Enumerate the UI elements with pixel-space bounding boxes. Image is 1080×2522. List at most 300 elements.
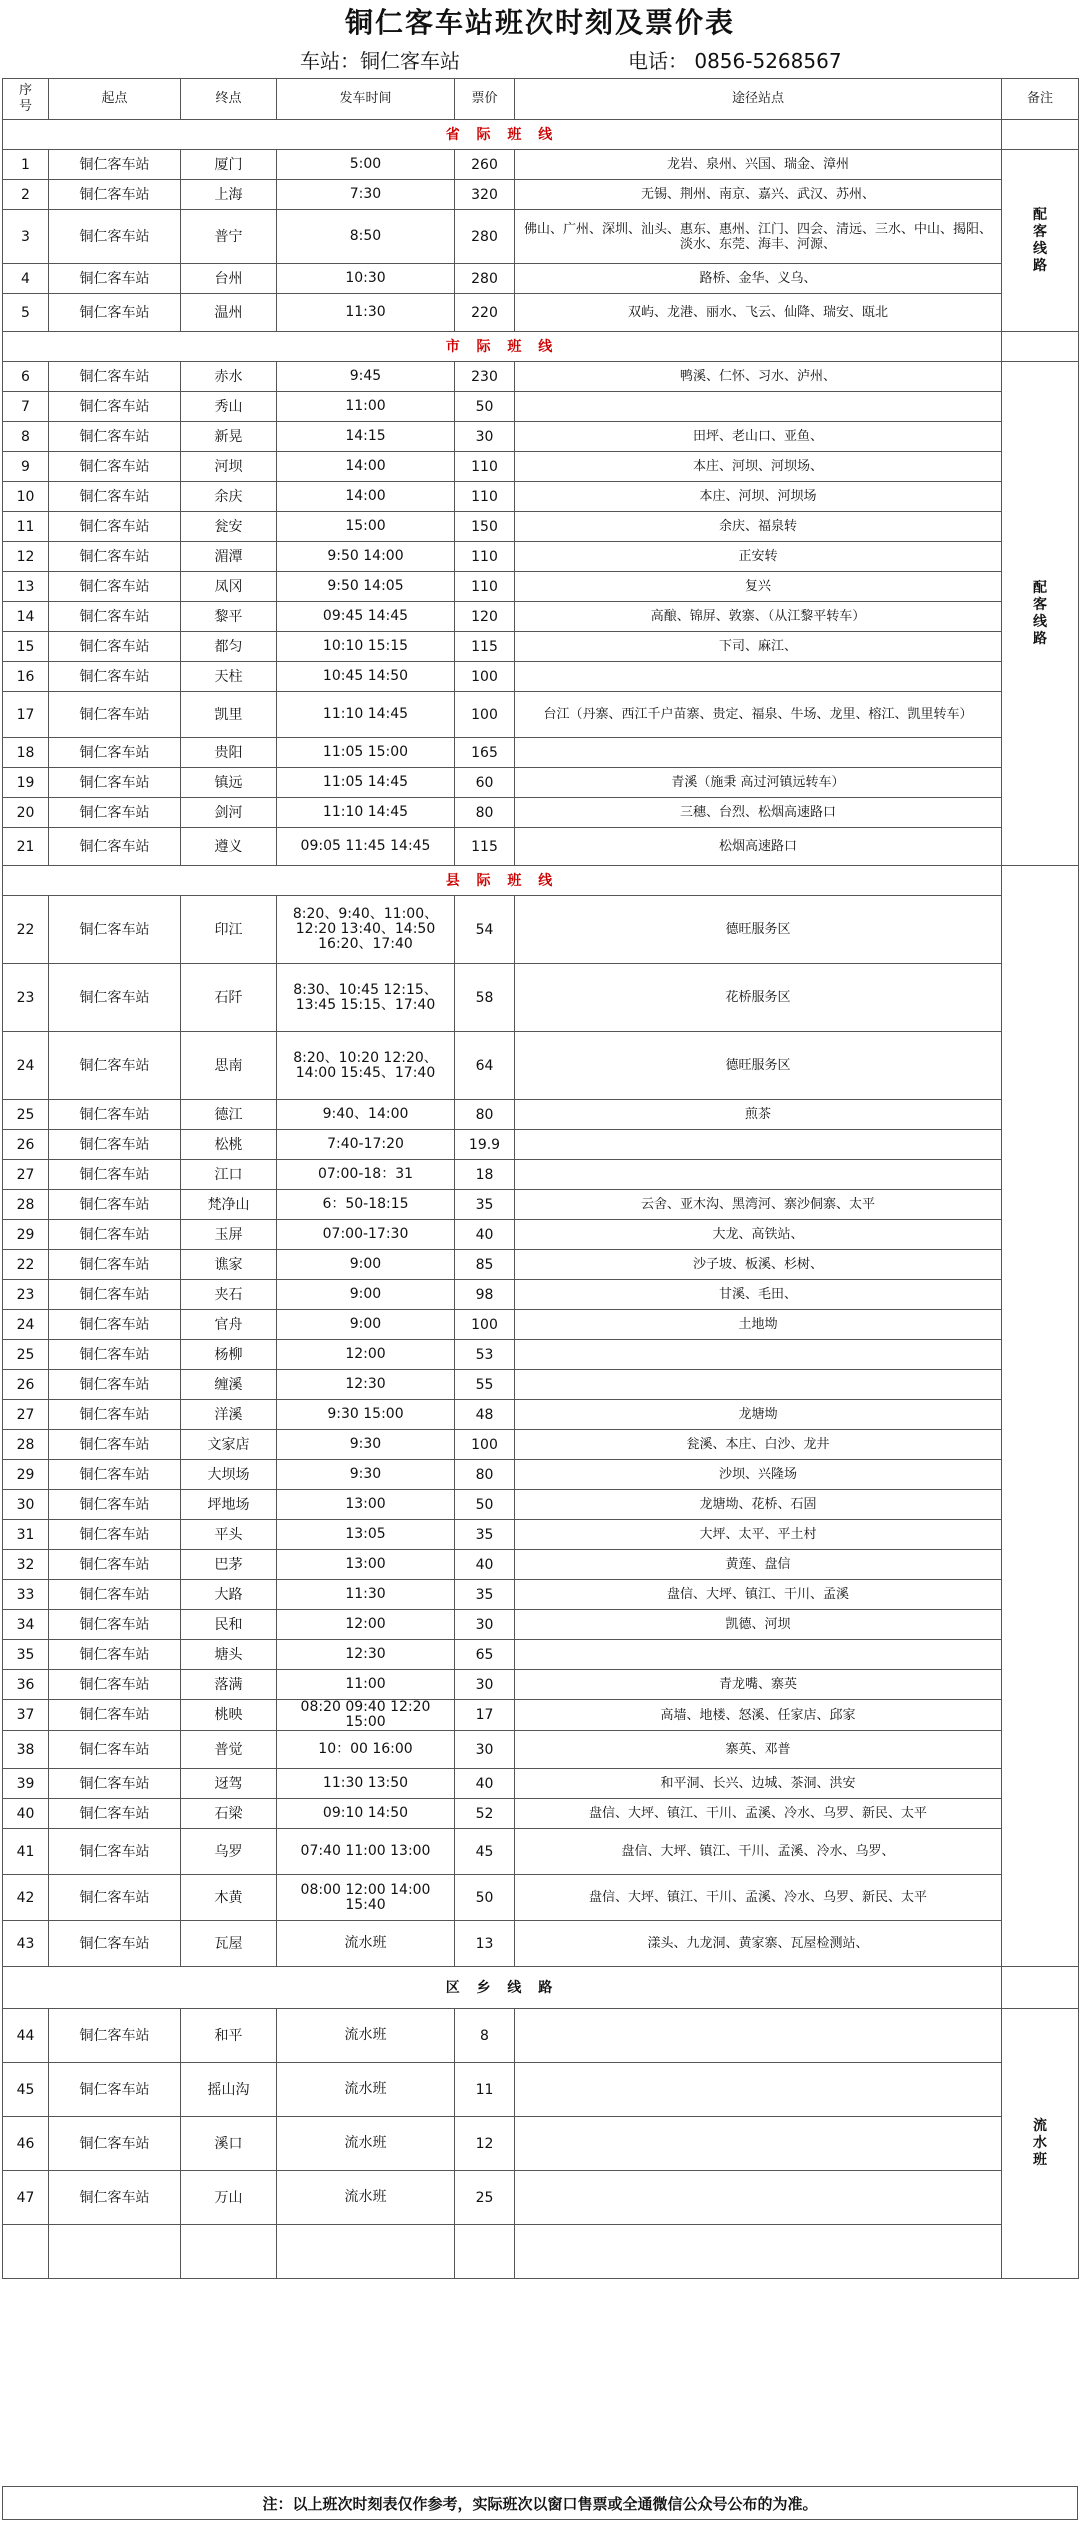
row-dest: 坪地场 [181,1490,277,1520]
row-route: 高酿、锦屏、敦寨、（从江黎平转车） [515,602,1002,632]
row-no: 18 [3,738,49,768]
header-time: 发车时间 [277,79,455,120]
header-no: 序号 [3,79,49,120]
row-origin: 铜仁客车站 [49,828,181,866]
table-row [3,1769,1079,1799]
row-origin: 铜仁客车站 [49,392,181,422]
row-route: 本庄、河坝、河坝场、 [515,452,1002,482]
row-dest: 木黄 [181,1875,277,1921]
row-dest: 厦门 [181,150,277,180]
row-no [3,2225,49,2279]
row-no: 24 [3,1310,49,1340]
row-route [515,1340,1002,1370]
row-route: 双屿、龙港、丽水、飞云、仙降、瑞安、瓯北 [515,294,1002,332]
row-origin: 铜仁客车站 [49,1220,181,1250]
row-route [515,738,1002,768]
row-origin: 铜仁客车站 [49,482,181,512]
row-no: 29 [3,1460,49,1490]
row-price: 25 [455,2171,515,2225]
row-route: 甘溪、毛田、 [515,1280,1002,1310]
row-origin: 铜仁客车站 [49,452,181,482]
timetable [2,78,1079,2279]
table-row [3,1100,1079,1130]
row-time: 13:00 [277,1490,455,1520]
row-origin: 铜仁客车站 [49,1829,181,1875]
row-route [515,392,1002,422]
row-no: 31 [3,1520,49,1550]
row-origin: 铜仁客车站 [49,1490,181,1520]
row-time: 流水班 [277,2063,455,2117]
row-time: 流水班 [277,2117,455,2171]
row-origin: 铜仁客车站 [49,1280,181,1310]
table-row [3,294,1079,332]
row-no: 20 [3,798,49,828]
row-time: 11:30 [277,294,455,332]
row-no: 9 [3,452,49,482]
row-dest: 夹石 [181,1280,277,1310]
row-route [515,2009,1002,2063]
note-cell [1002,120,1079,150]
row-route: 龙塘坳、花桥、石固 [515,1490,1002,1520]
row-route: 鸭溪、仁怀、习水、泸州、 [515,362,1002,392]
row-no: 15 [3,632,49,662]
row-dest: 遵义 [181,828,277,866]
table-row [3,210,1079,264]
row-price: 65 [455,1640,515,1670]
row-price: 54 [455,896,515,964]
table-row [3,1550,1079,1580]
row-no: 1 [3,150,49,180]
row-origin: 铜仁客车站 [49,896,181,964]
row-price: 220 [455,294,515,332]
row-time: 流水班 [277,2009,455,2063]
row-dest: 迓驾 [181,1769,277,1799]
row-dest: 万山 [181,2171,277,2225]
row-no: 24 [3,1032,49,1100]
row-time: 9:30 15:00 [277,1400,455,1430]
table-row [3,896,1079,964]
row-route: 龙岩、泉州、兴国、瑞金、漳州 [515,150,1002,180]
row-no: 16 [3,662,49,692]
row-route: 田坪、老山口、亚鱼、 [515,422,1002,452]
row-time: 12:00 [277,1610,455,1640]
row-origin: 铜仁客车站 [49,264,181,294]
row-origin: 铜仁客车站 [49,1370,181,1400]
row-route [515,1370,1002,1400]
row-time: 11:30 13:50 [277,1769,455,1799]
row-time: 14:00 [277,482,455,512]
row-origin: 铜仁客车站 [49,632,181,662]
row-dest: 桃映 [181,1700,277,1731]
row-price: 52 [455,1799,515,1829]
row-price: 280 [455,264,515,294]
row-origin: 铜仁客车站 [49,964,181,1032]
row-dest: 上海 [181,180,277,210]
row-route: 盘信、大坪、镇江、干川、孟溪、冷水、乌罗、 [515,1829,1002,1875]
row-dest: 普觉 [181,1731,277,1769]
table-row [3,1160,1079,1190]
row-route: 余庆、福泉转 [515,512,1002,542]
row-price: 11 [455,2063,515,2117]
row-no: 41 [3,1829,49,1875]
row-price: 30 [455,1670,515,1700]
row-route: 青溪（施秉 高过河镇远转车） [515,768,1002,798]
row-price: 50 [455,1490,515,1520]
row-time: 7:30 [277,180,455,210]
header-route: 途径站点 [515,79,1002,120]
table-row [3,2117,1079,2171]
row-dest: 江口 [181,1160,277,1190]
header-dest: 终点 [181,79,277,120]
row-dest: 剑河 [181,798,277,828]
header-price: 票价 [455,79,515,120]
row-origin: 铜仁客车站 [49,362,181,392]
row-route: 黄莲、盘信 [515,1550,1002,1580]
section-label: 市 际 班 线 [3,332,1002,362]
header-origin: 起点 [49,79,181,120]
table-row [3,738,1079,768]
row-price: 30 [455,1610,515,1640]
row-origin: 铜仁客车站 [49,1310,181,1340]
row-price: 53 [455,1340,515,1370]
section-label: 县 际 班 线 [3,866,1002,896]
table-row [3,1799,1079,1829]
row-time: 09:05 11:45 14:45 [277,828,455,866]
row-no: 22 [3,1250,49,1280]
row-origin: 铜仁客车站 [49,1550,181,1580]
row-origin: 铜仁客车站 [49,602,181,632]
table-row [3,542,1079,572]
row-origin: 铜仁客车站 [49,662,181,692]
row-price: 110 [455,482,515,512]
row-route [515,662,1002,692]
row-dest: 温州 [181,294,277,332]
row-origin: 铜仁客车站 [49,2117,181,2171]
row-origin: 铜仁客车站 [49,150,181,180]
note-cell [1002,362,1079,866]
row-no: 28 [3,1190,49,1220]
row-no: 42 [3,1875,49,1921]
row-time: 11:05 15:00 [277,738,455,768]
row-dest: 摇山沟 [181,2063,277,2117]
row-no: 27 [3,1400,49,1430]
row-route: 盘信、大坪、镇江、干川、孟溪、冷水、乌罗、新民、太平 [515,1799,1002,1829]
row-price: 40 [455,1769,515,1799]
row-no: 45 [3,2063,49,2117]
row-time: 9:30 [277,1460,455,1490]
row-route: 青龙嘴、寨英 [515,1670,1002,1700]
row-time: 11:00 [277,392,455,422]
row-no: 26 [3,1130,49,1160]
table-row [3,1340,1079,1370]
row-dest: 官舟 [181,1310,277,1340]
table-row [3,392,1079,422]
row-origin: 铜仁客车站 [49,1340,181,1370]
row-dest: 新晃 [181,422,277,452]
note-text: 配客线路 [1033,579,1047,647]
table-row [3,1670,1079,1700]
row-origin: 铜仁客车站 [49,422,181,452]
row-no: 27 [3,1160,49,1190]
row-no: 40 [3,1799,49,1829]
row-origin: 铜仁客车站 [49,1032,181,1100]
row-origin: 铜仁客车站 [49,512,181,542]
row-origin: 铜仁客车站 [49,1460,181,1490]
row-no: 26 [3,1370,49,1400]
row-price: 110 [455,452,515,482]
row-price: 80 [455,798,515,828]
row-origin: 铜仁客车站 [49,1670,181,1700]
row-price: 120 [455,602,515,632]
table-row [3,2009,1079,2063]
row-time: 14:15 [277,422,455,452]
table-row [3,828,1079,866]
table-row [3,264,1079,294]
table-row [3,1190,1079,1220]
row-dest: 石阡 [181,964,277,1032]
row-route: 瓮溪、本庄、白沙、龙井 [515,1430,1002,1460]
row-dest: 谯家 [181,1250,277,1280]
row-origin: 铜仁客车站 [49,1430,181,1460]
table-row [3,1130,1079,1160]
row-no: 23 [3,964,49,1032]
row-price: 40 [455,1220,515,1250]
row-time: 6：50-18:15 [277,1190,455,1220]
table-row [3,768,1079,798]
row-route: 路桥、金华、义乌、 [515,264,1002,294]
row-origin: 铜仁客车站 [49,1190,181,1220]
table-row [3,1520,1079,1550]
row-time: 9:50 14:05 [277,572,455,602]
row-time: 13:05 [277,1520,455,1550]
row-time: 流水班 [277,2171,455,2225]
row-dest: 平头 [181,1520,277,1550]
row-route: 土地坳 [515,1310,1002,1340]
row-price: 35 [455,1190,515,1220]
row-route [515,1130,1002,1160]
row-price: 30 [455,422,515,452]
timetable-body [3,120,1079,2279]
row-route: 沙子坡、板溪、杉树、 [515,1250,1002,1280]
row-no: 44 [3,2009,49,2063]
table-row [3,1370,1079,1400]
row-price: 35 [455,1520,515,1550]
table-row [3,1640,1079,1670]
row-no: 32 [3,1550,49,1580]
row-dest: 落满 [181,1670,277,1700]
row-price: 8 [455,2009,515,2063]
row-dest: 巴茅 [181,1550,277,1580]
table-row [3,572,1079,602]
header-note: 备注 [1002,79,1079,120]
row-no: 37 [3,1700,49,1731]
row-time: 8:30、10:45 12:15、13:45 15:15、17:40 [277,964,455,1032]
row-time: 11:00 [277,1670,455,1700]
row-no: 38 [3,1731,49,1769]
row-dest: 黎平 [181,602,277,632]
row-time: 14:00 [277,452,455,482]
row-origin: 铜仁客车站 [49,180,181,210]
row-time: 15:00 [277,512,455,542]
row-time: 10:10 15:15 [277,632,455,662]
row-price: 50 [455,392,515,422]
row-route: 德旺服务区 [515,1032,1002,1100]
note-text: 流水班 [1033,2118,1047,2168]
row-origin: 铜仁客车站 [49,2063,181,2117]
row-no: 7 [3,392,49,422]
row-price: 60 [455,768,515,798]
row-time: 07:00-17:30 [277,1220,455,1250]
row-price: 48 [455,1400,515,1430]
row-time: 07:00-18：31 [277,1160,455,1190]
row-no: 39 [3,1769,49,1799]
row-no: 17 [3,692,49,738]
row-no: 3 [3,210,49,264]
row-dest [181,2225,277,2279]
footer-note: 注：以上班次时刻表仅作参考，实际班次以窗口售票或全通微信公众号公布的为准。 [262,2495,818,2513]
row-origin: 铜仁客车站 [49,1610,181,1640]
row-no: 23 [3,1280,49,1310]
row-origin: 铜仁客车站 [49,1700,181,1731]
note-cell [1002,150,1079,332]
row-price: 115 [455,632,515,662]
row-no: 10 [3,482,49,512]
row-time: 10:30 [277,264,455,294]
row-time [277,2225,455,2279]
row-origin: 铜仁客车站 [49,1640,181,1670]
row-time: 11:05 14:45 [277,768,455,798]
row-time: 11:10 14:45 [277,798,455,828]
row-route [515,1640,1002,1670]
row-dest: 梵净山 [181,1190,277,1220]
row-price: 30 [455,1731,515,1769]
row-time: 12:30 [277,1640,455,1670]
row-time: 07:40 11:00 13:00 [277,1829,455,1875]
row-price: 50 [455,1875,515,1921]
row-time: 9:45 [277,362,455,392]
row-dest: 都匀 [181,632,277,662]
row-dest: 溪口 [181,2117,277,2171]
header-row [3,79,1079,120]
row-price: 260 [455,150,515,180]
table-row [3,964,1079,1032]
row-no: 22 [3,896,49,964]
row-price: 13 [455,1921,515,1967]
row-route: 云舍、亚木沟、黑湾河、寨沙侗寨、太平 [515,1190,1002,1220]
row-origin: 铜仁客车站 [49,542,181,572]
row-price: 40 [455,1550,515,1580]
row-origin: 铜仁客车站 [49,1250,181,1280]
row-dest: 河坝 [181,452,277,482]
row-price: 12 [455,2117,515,2171]
row-time: 9:00 [277,1250,455,1280]
row-route [515,1160,1002,1190]
row-origin: 铜仁客车站 [49,1160,181,1190]
row-no: 19 [3,768,49,798]
row-price: 115 [455,828,515,866]
row-route: 盘信、大坪、镇江、干川、孟溪 [515,1580,1002,1610]
row-time: 08:00 12:00 14:00 15:40 [277,1875,455,1921]
section-row [3,1967,1079,2009]
row-dest: 印江 [181,896,277,964]
row-origin: 铜仁客车站 [49,1130,181,1160]
row-price: 110 [455,542,515,572]
row-time: 9:30 [277,1430,455,1460]
row-time: 09:10 14:50 [277,1799,455,1829]
row-dest: 天柱 [181,662,277,692]
row-time: 7:40-17:20 [277,1130,455,1160]
row-price: 17 [455,1700,515,1731]
table-row [3,602,1079,632]
row-time: 8:20、10:20 12:20、14:00 15:45、17:40 [277,1032,455,1100]
row-time: 9:40、14:00 [277,1100,455,1130]
row-dest: 余庆 [181,482,277,512]
row-price: 58 [455,964,515,1032]
row-origin [49,2225,181,2279]
table-row [3,2171,1079,2225]
note-cell [1002,866,1079,1967]
row-route: 佛山、广州、深圳、汕头、惠东、惠州、江门、四会、清远、三水、中山、揭阳、淡水、东莞、海丰、河源、 [515,210,1002,264]
station-info [0,46,1080,76]
table-row [3,362,1079,392]
row-no: 11 [3,512,49,542]
row-time: 12:00 [277,1340,455,1370]
note-cell [1002,1967,1079,2009]
table-row [3,692,1079,738]
row-price: 100 [455,1430,515,1460]
table-row [3,1875,1079,1921]
row-no: 46 [3,2117,49,2171]
row-no: 12 [3,542,49,572]
row-origin: 铜仁客车站 [49,692,181,738]
table-row [3,798,1079,828]
table-row [3,1220,1079,1250]
row-dest: 台州 [181,264,277,294]
row-dest: 大路 [181,1580,277,1610]
section-row [3,866,1079,896]
table-row [3,1490,1079,1520]
row-origin: 铜仁客车站 [49,1731,181,1769]
row-dest: 大坝场 [181,1460,277,1490]
row-price: 230 [455,362,515,392]
row-route: 无锡、荆州、南京、嘉兴、武汉、苏州、 [515,180,1002,210]
table-row [3,1310,1079,1340]
row-price: 35 [455,1580,515,1610]
table-row [3,1731,1079,1769]
page-title: 铜仁客车站班次时刻及票价表 [344,6,735,39]
row-time: 8:50 [277,210,455,264]
table-row [3,1829,1079,1875]
row-dest: 瓦屋 [181,1921,277,1967]
row-route: 沙坝、兴隆场 [515,1460,1002,1490]
row-dest: 贵阳 [181,738,277,768]
row-time: 10：00 16:00 [277,1731,455,1769]
row-no: 43 [3,1921,49,1967]
row-no: 4 [3,264,49,294]
row-origin: 铜仁客车站 [49,798,181,828]
row-time: 5:00 [277,150,455,180]
row-route [515,2225,1002,2279]
row-no: 25 [3,1340,49,1370]
row-route: 煎茶 [515,1100,1002,1130]
row-time: 9:00 [277,1310,455,1340]
row-dest: 玉屏 [181,1220,277,1250]
row-origin: 铜仁客车站 [49,1769,181,1799]
station-phone: 电话： 0856-5268567 [628,49,842,73]
row-dest: 镇远 [181,768,277,798]
row-route [515,2171,1002,2225]
row-route: 下司、麻江、 [515,632,1002,662]
